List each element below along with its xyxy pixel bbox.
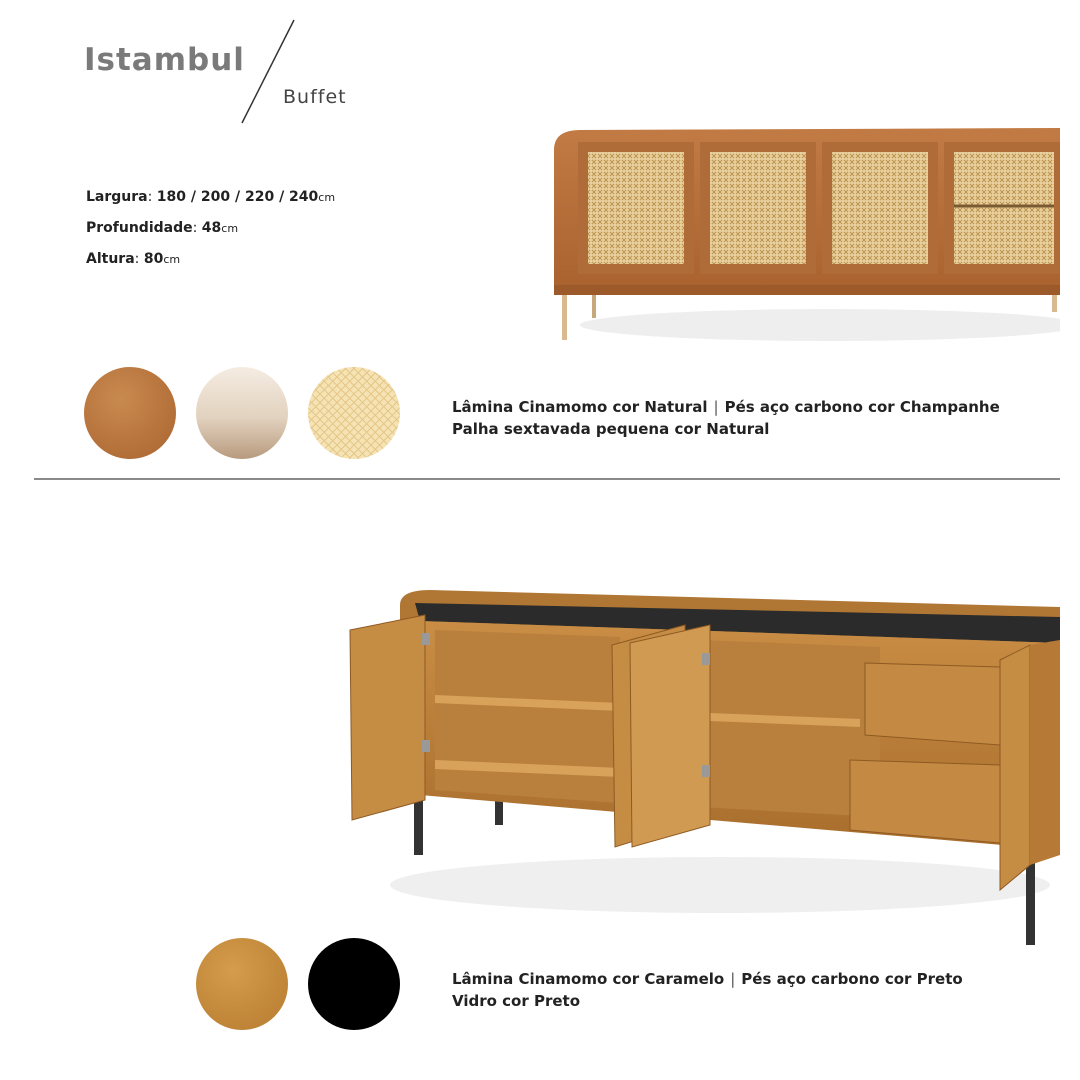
dimension-width: Largura: 180 / 200 / 220 / 240cm [86,189,336,205]
rattan-natural-swatch [308,367,400,459]
width-unit: cm [318,191,336,204]
variant2-description [452,968,963,1012]
title-slash-divider [0,0,320,130]
buffet-open-photo [340,585,1060,945]
width-values: 180 / 200 / 220 / 240 [156,189,319,205]
width-label: Largura [86,189,148,205]
product-subtitle: Buffet [283,86,347,108]
dimension-height: Altura: 80cm [86,251,181,267]
variant2-legs: Pés aço carbono cor Preto [741,970,963,988]
variant1-separator: | [713,398,719,416]
variant1-rattan: Palha sextavada pequena cor Natural [452,420,770,438]
variant1-finish: Lâmina Cinamomo cor Natural [452,398,708,416]
height-label: Altura [86,251,135,267]
product-title: Istambul [84,42,245,78]
variant2-separator: | [730,970,736,988]
variant2-finish: Lâmina Cinamomo cor Caramelo [452,970,725,988]
depth-label: Profundidade [86,220,193,236]
height-value: 80 [143,251,164,267]
black-swatch [308,938,400,1030]
dimension-depth: Profundidade: 48cm [86,220,239,236]
variant2-glass: Vidro cor Preto [452,992,581,1010]
wood-caramel-swatch [196,938,288,1030]
variant1-description [452,396,1000,440]
section-divider [34,478,1060,480]
height-unit: cm [163,253,181,266]
depth-unit: cm [221,222,239,235]
variant1-legs: Pés aço carbono cor Champanhe [724,398,1000,416]
depth-value: 48 [201,220,222,236]
dimensions-list [86,182,335,275]
buffet-rattan-photo [540,120,1060,355]
champagne-steel-swatch [196,367,288,459]
wood-natural-swatch [84,367,176,459]
